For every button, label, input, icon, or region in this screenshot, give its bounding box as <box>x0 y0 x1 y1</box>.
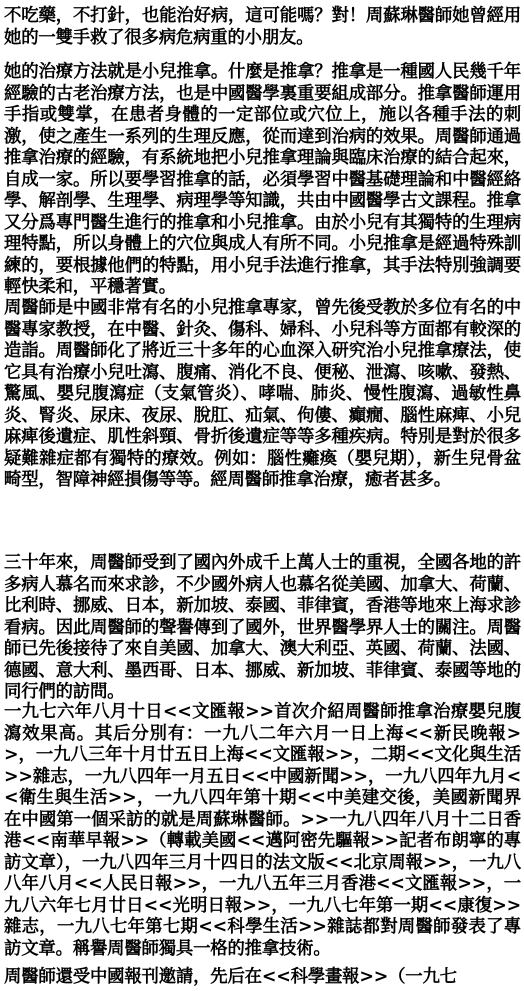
body-paragraph-1: 她的治療方法就是小兒推拿。什麼是推拿？推拿是一種國人民幾千年經驗的古老治療方法，也是中國醫學裏重要組成部分。推拿醫師運用手指或雙掌，在患者身體的一定部位或穴位上，施以各種手法的刺激，使之產生一系列的生理反應，從而達到治病的效果。周醫師通過推拿治療的經驗，有系統地把小兒推拿理論與臨床治療的結合起來，自成一家。所以要學習推拿的話，必須學習中醫基礎理論和中醫經絡學、解剖學、生理學、病理學等知識，共由中國醫學古文課程。推拿又分爲專門醫生進行的推拿和小兒推拿。由於小兒有其獨特的生理病理特點，所以身體上的穴位與成人有所不同。小兒推拿是經過特殊訓練的，要根據他們的特點，用小兒手法進行推拿，其手法特別強調要輕快柔和，平穩著實。 <box>4 62 521 297</box>
body-paragraph-2: 周醫師是中國非常有名的小兒推拿專家，曾先後受教於多位有名的中醫專家教授，在中醫、針灸、傷科、婦科、小兒科等方面都有較深的造詣。周醫師化了將近三十多年的心血深入研究治小兒推拿療法，使它具有治療小兒吐瀉、腹痛、消化不良、便秘、泄瀉、咳嗽、發熱、驚風、嬰兒腹瀉症（支氣管炎）、哮喘、肺炎、慢性腹瀉、過敏性鼻炎、腎炎、尿床、夜尿、脫肛、疝氣、佝僂、癲癇、腦性麻痺、小兒麻痺後遺症、肌性斜頸、骨折後遺症等等多種疾病。特別是對於很多疑難雜症都有獨特的療效。例如：腦性癱瘓（嬰兒期），新生兒骨盆畸型，智障神經損傷等等。經周醫師推拿治療，癒者甚多。 <box>4 298 521 490</box>
body-paragraph-4: 一九七六年八月十日<<文匯報>>首次介紹周醫師推拿治療嬰兒腹瀉效果高。其后分別有：一九八二年六月一日上海<<新民晚報>>，一九八三年十月廿五日上海<<文匯報>>，二期<<文化與生活>>雜志，一九八四年一月五日<<中國新聞>>，一九八四年九月<<衛生與生活>>，一九八四年第十期<<中美建交後，美國新聞界在中國第一個采訪的就是周蘇琳醫師。>>一九八四年八月十二日香港<<南華早報>>（轉載美國<<邁阿密先驅報>>記者布朗寧的專訪文章），一九八四年三月十四日的法文版<<北京周報>>，一九八八年八月<<人民日報>>，一九八五年三月香港<<文匯報>>，一九八六年七月廿日<<光明日報>>，一九八七年第一期<<康復>>雜志，一九八七年第七期<<科學生活>>雜誌都對周醫師發表了專訪文章。稱譽周醫師獨具一格的推拿技術。 <box>4 702 521 959</box>
body-paragraph-5: 周醫師還受中國報刊邀請，先后在<<科學畫報>>（一九七 <box>4 967 457 987</box>
body-paragraph-3: 三十年來，周醫師受到了國內外成千上萬人士的重視，全國各地的許多病人慕名而來求診，不少國外病人也慕名從美國、加拿大、荷蘭、比利時、挪威、日本，新加坡、泰國、菲律賓，香港等地來上海求診看病。因此周醫師的聲譽傳到了國外，世界醫學界人士的關注。周醫師已先後接待了來自美國、加拿大、澳大利亞、英國、荷蘭、法國、德國、意大利、墨西哥、日本、挪威、新加坡、菲律賓、泰國等地的同行們的訪問。 <box>4 553 521 702</box>
intro-paragraph: 不吃藥，不打針，也能治好病，這可能嗎？對！周蘇琳醫師她曾經用她的一雙手救了很多病危病重的小朋友。 <box>4 6 521 48</box>
